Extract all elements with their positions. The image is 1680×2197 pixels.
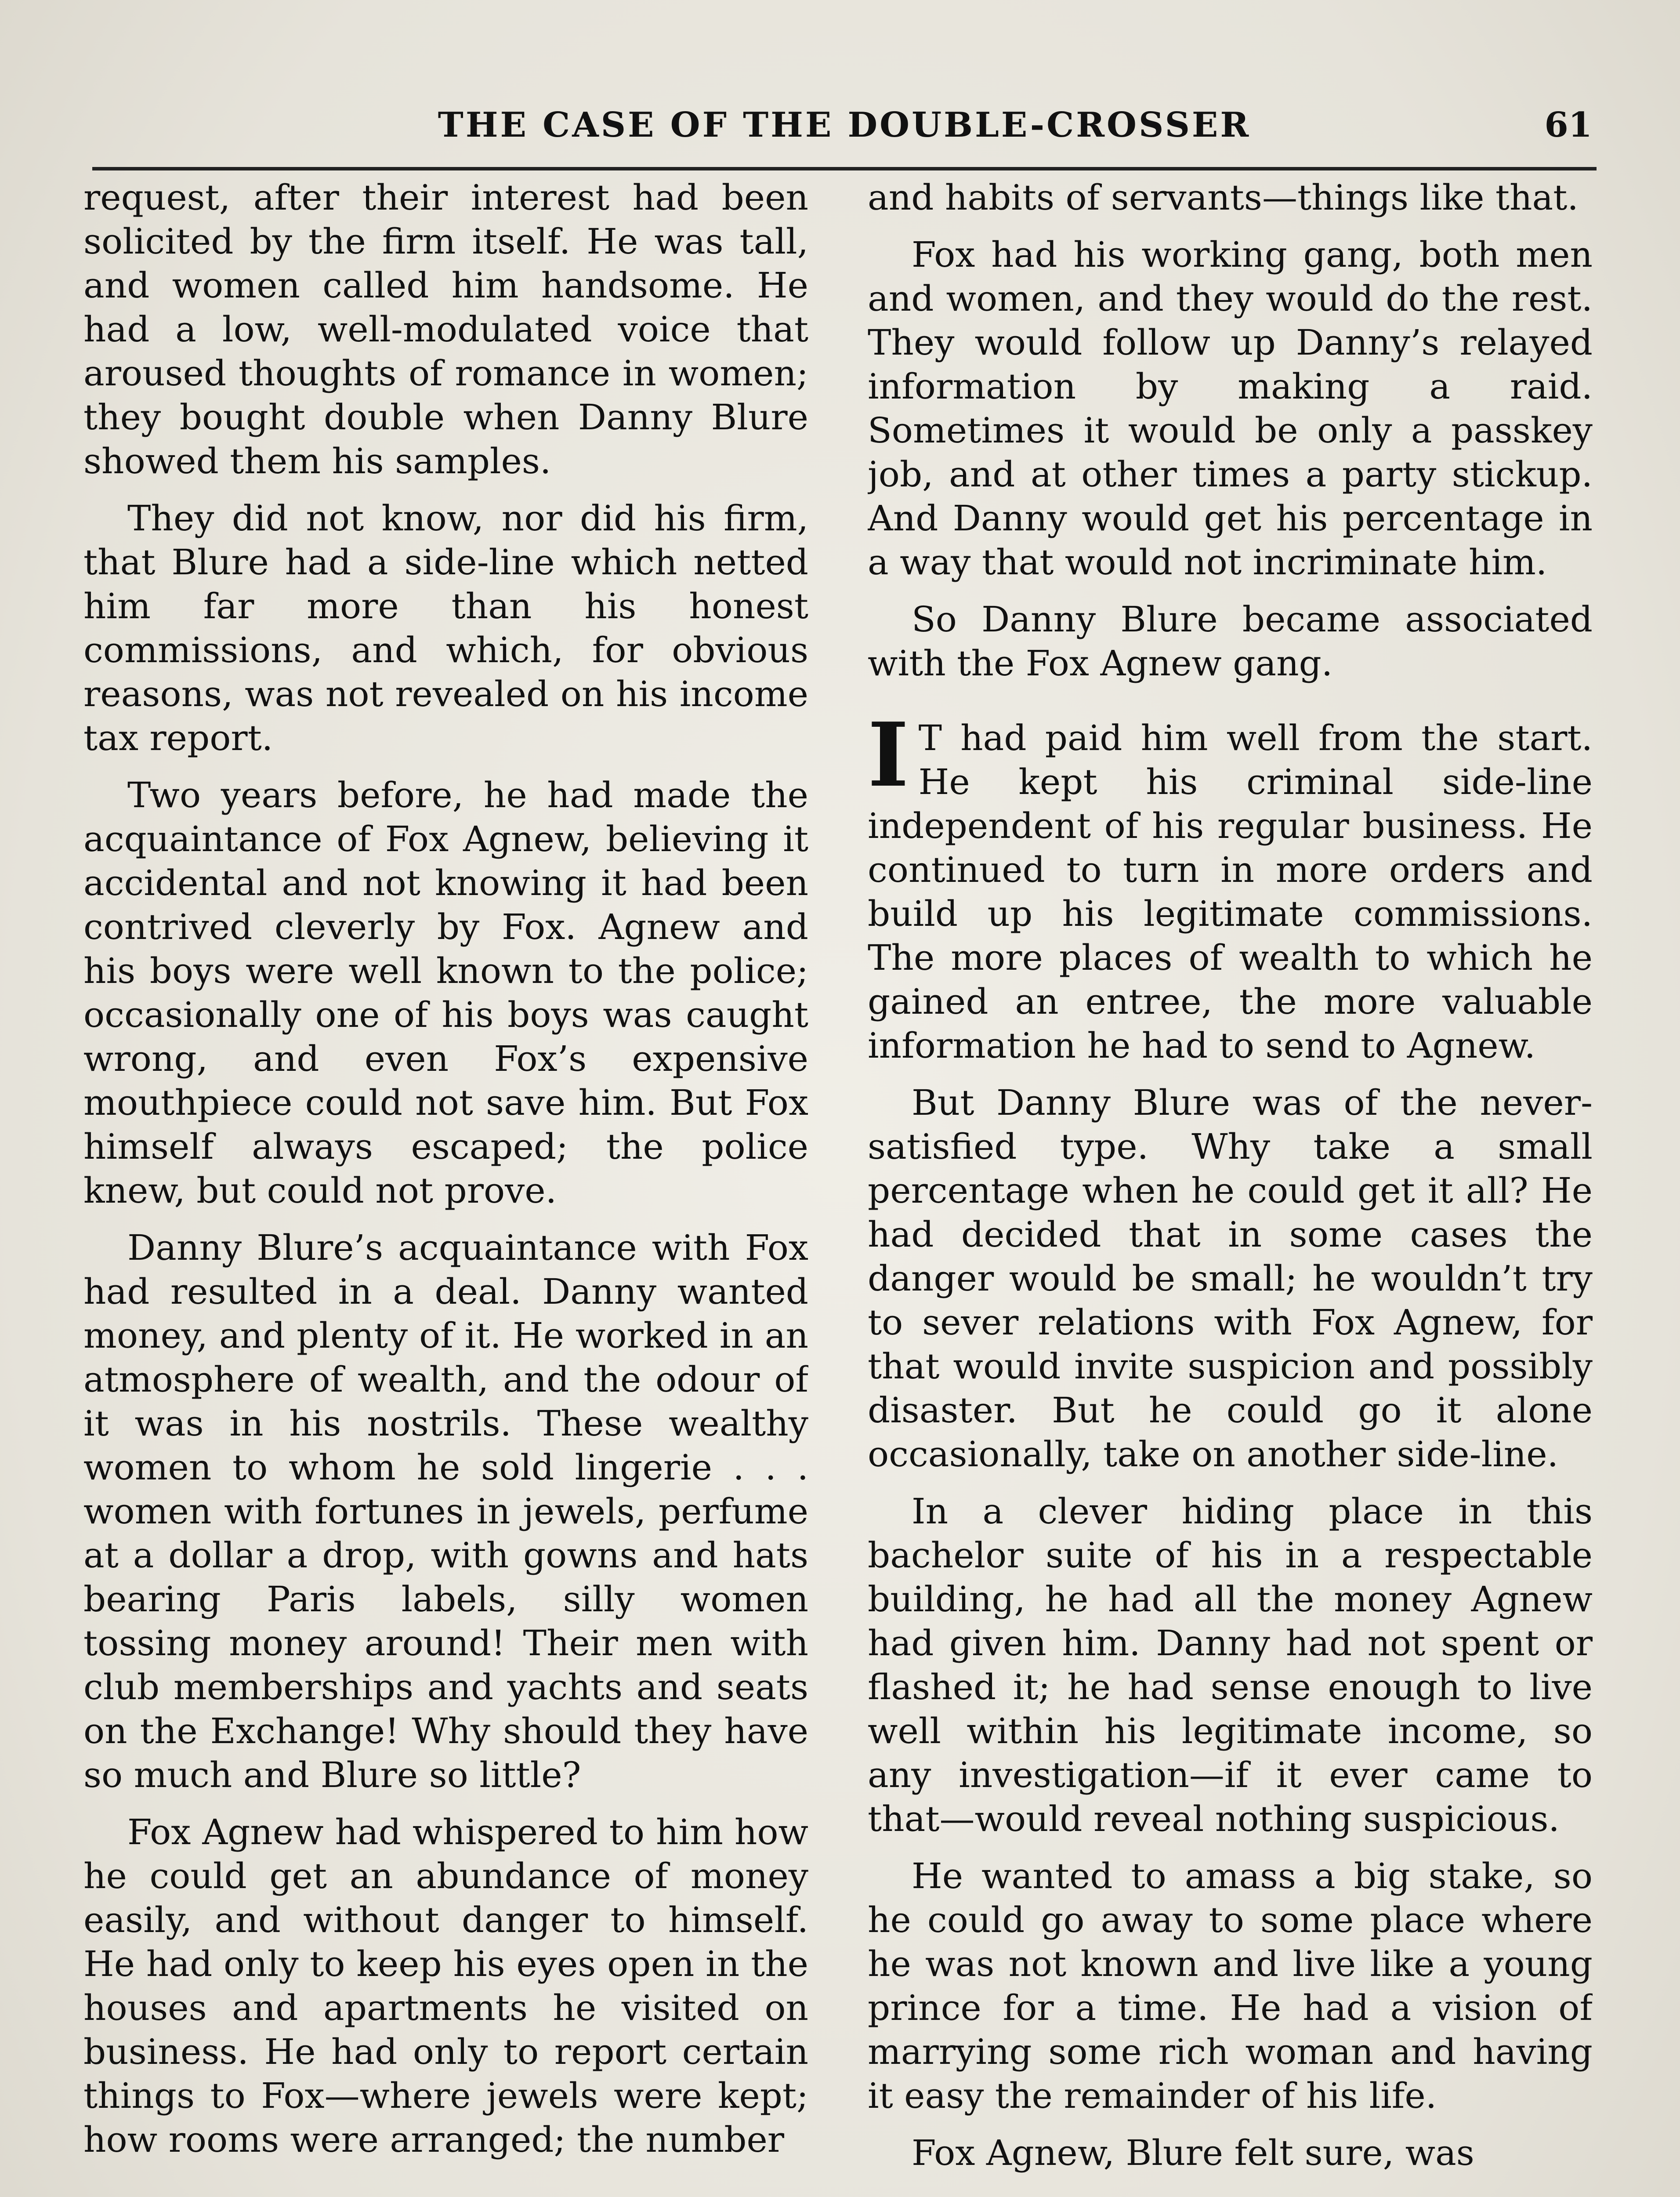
drop-cap: I	[868, 703, 909, 807]
paragraph-text: T had paid him well from the start. He kept his criminal side-line independent of his regular business. He continued to turn in more orders and build up his legitimate commissions. The more places of wealth to which he gained an entree, the more valuable information he had to send to Agnew.	[868, 718, 1593, 1066]
page-number: 61	[1544, 105, 1592, 145]
paragraph: request, after their interest had been solicited by the firm itself. He was tall, and women called him handsome. He had a low, well-modulated voice that aroused thoughts of romance in women; they bought double when Danny Blure showed them his samples.	[83, 177, 808, 482]
paragraph: and habits of servants—things like that.	[868, 177, 1579, 218]
paragraph: But Danny Blure was of the never-satisfied type. Why take a small percentage when he could get it all? He had decided that in some cases the danger would be small; he wouldn’t try to sever relations with Fox Agnew, for that would invite suspicion and possibly disaster. But he could go it alone occasionally, take on another side-line.	[868, 1082, 1593, 1475]
paragraph: Danny Blure’s acquaintance with Fox had resulted in a deal. Danny wanted money, and plenty of it. He worked in an atmosphere of wealth, and the odour of it was in his nostrils. These wealthy women to whom he sold lingerie . . . women with fortunes in jewels, perfume at a dollar a drop, with gowns and hats bearing Paris labels, silly women tossing money around! Their men with club memberships and yachts and seats on the Exchange! Why should they have so much and Blure so little?	[83, 1227, 808, 1795]
paragraph: In a clever hiding place in this bachelor suite of his in a respectable building, he had all the money Agnew had given him. Danny had not spent or flashed it; he had sense enough to live well within his legitimate income, so any investigation—if it ever came to that—would reveal nothing suspicious.	[868, 1491, 1593, 1839]
paragraph: Fox Agnew had whispered to him how he could get an abundance of money easily, and without danger to himself. He had only to keep his eyes open in the houses and apartments he visited on business. He had only to report certain things to Fox—where jewels were kept; how rooms were arranged; the number	[83, 1812, 808, 2160]
story-title: THE CASE OF THE DOUBLE-CROSSER	[438, 105, 1251, 145]
paragraph: So Danny Blure became associated with the Fox Agnew gang.	[868, 599, 1593, 684]
header-rule	[92, 167, 1597, 170]
running-header	[92, 101, 1597, 149]
paragraph: Two years before, he had made the acquaintance of Fox Agnew, believing it accidental and not knowing it had been contrived cleverly by Fox. Agnew and his boys were well known to the police; occasionally one of his boys was caught wrong, and even Fox’s expensive mouthpiece could not save him. But Fox himself always escaped; the police knew, but could not prove.	[83, 775, 808, 1211]
paragraph: They did not know, nor did his firm, that Blure had a side-line which netted him far more than his honest commissions, and which, for obvious reasons, was not revealed on his income tax report.	[83, 498, 808, 758]
paragraph: Fox had his working gang, both men and women, and they would do the rest. They would follow up Danny’s relayed information by making a raid. Sometimes it would be only a passkey job, and at other times a party stickup. And Danny would get his percentage in a way that would not incriminate him.	[868, 234, 1593, 583]
paragraph: Fox Agnew, Blure felt sure, was	[912, 2132, 1474, 2173]
right-column	[868, 176, 1593, 2197]
section-opening-paragraph	[868, 703, 1593, 1068]
paragraph: He wanted to amass a big stake, so he could go away to some place where he was not known and live like a young prince for a time. He had a vision of marrying some rich woman and having it easy the remainder of his life.	[868, 1856, 1593, 2116]
left-column	[83, 176, 808, 2197]
